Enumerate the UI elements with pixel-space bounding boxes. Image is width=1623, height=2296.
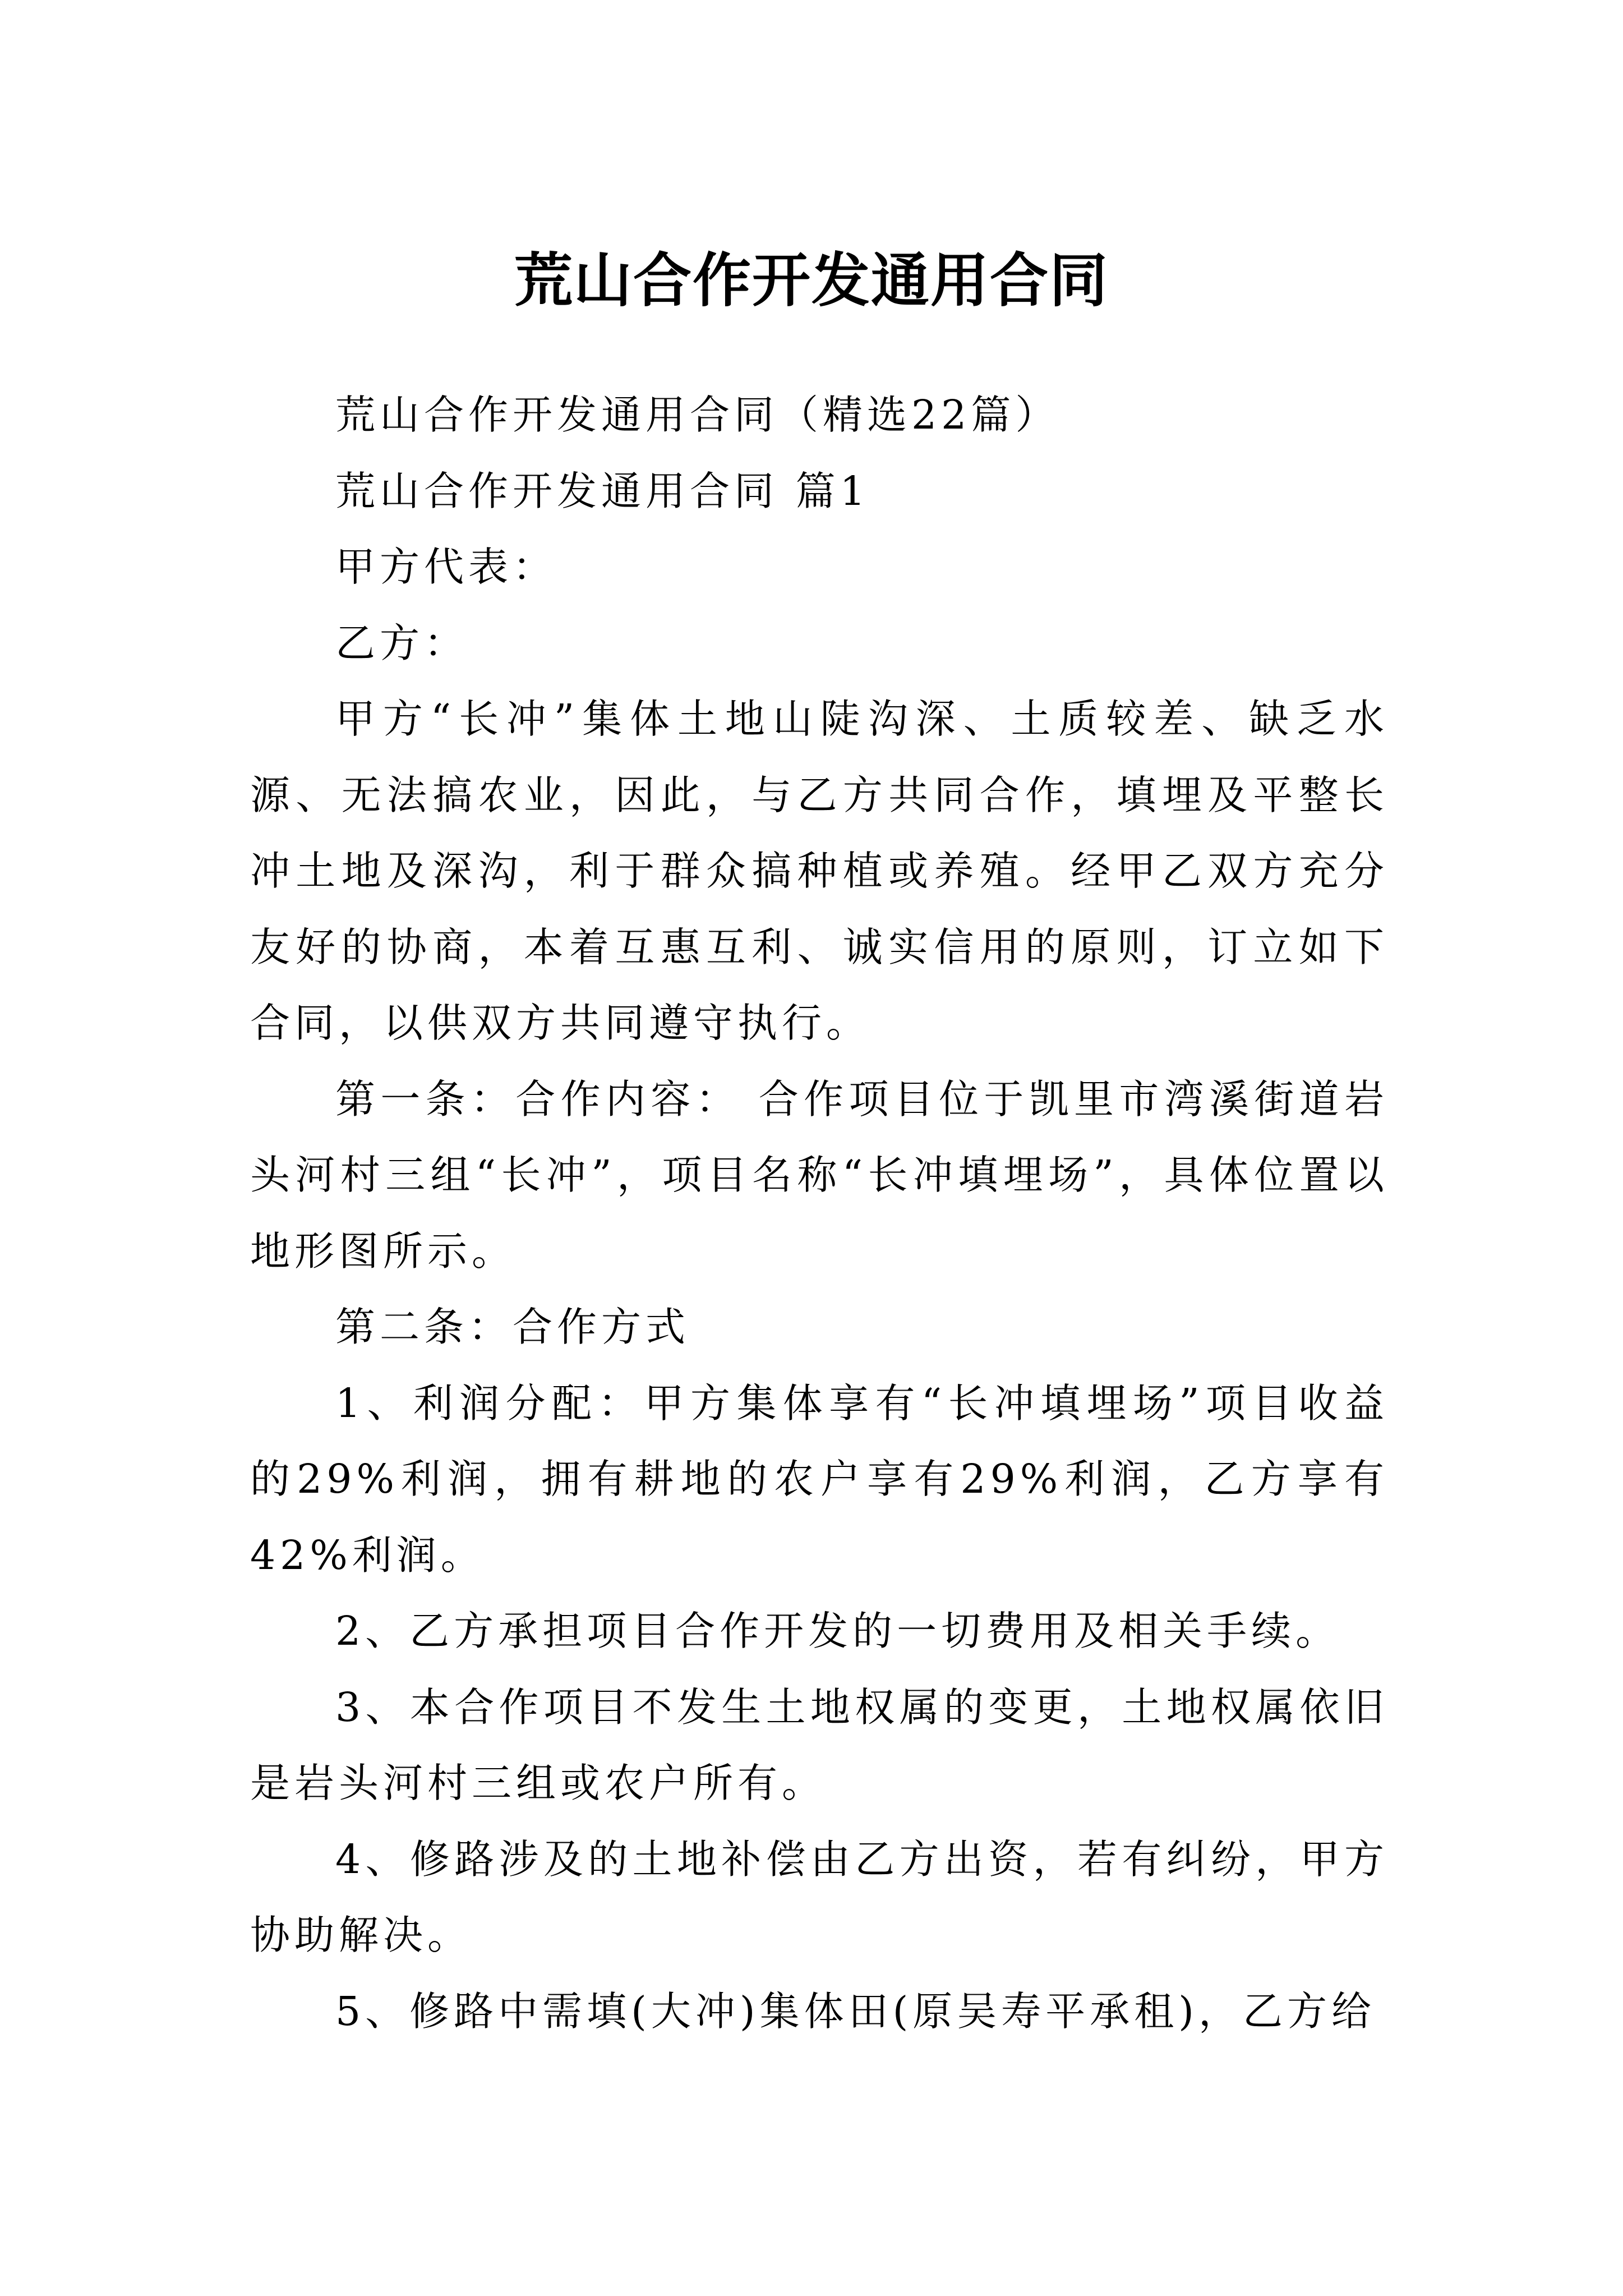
paragraph-clause-3: 3、本合作项目不发生土地权属的变更，土地权属依旧是岩头河村三组或农户所有。 (250, 1683, 1389, 1806)
paragraph-clause-1: 1、利润分配：甲方集体享有“长冲填埋场”项目收益的29%利润，拥有耕地的农户享有29%利润，乙方享有42%利润。 (250, 1379, 1389, 1579)
paragraph-clause-4: 4、修路涉及的土地补偿由乙方出资，若有纠纷，甲方协助解决。 (250, 1835, 1389, 1958)
paragraph-clause-2: 2、乙方承担项目合作开发的一切费用及相关手续。 (335, 1608, 1340, 1654)
paragraph-article-1: 第一条：合作内容： 合作项目位于凯里市湾溪街道岩头河村三组“长冲”，项目名称“长冲填埋场”，具体位置以地形图所示。 (250, 1075, 1389, 1274)
paragraph-clause-5: 5、修路中需填(大冲)集体田(原吴寿平承租)，乙方给 (335, 1987, 1376, 2035)
paragraph-party-b: 乙方： (335, 619, 469, 666)
document-body (250, 377, 1389, 2049)
paragraph-party-a: 甲方代表： (335, 544, 557, 590)
paragraph-collection-title: 荒山合作开发通用合同（精选22篇） (335, 392, 1060, 438)
document-title: 荒山合作开发通用合同 (514, 245, 1109, 315)
paragraph-section-heading: 荒山合作开发通用合同 篇1 (335, 467, 870, 514)
paragraph-article-2-heading: 第二条：合作方式 (335, 1304, 690, 1350)
paragraph-preamble: 甲方“长冲”集体土地山陡沟深、土质较差、缺乏水源、无法搞农业，因此，与乙方共同合作，填埋及平整长冲土地及深沟，利于群众搞种植或养殖。经甲乙双方充分友好的协商，本着互惠互利、诚实信用的原则，订立如下合同，以供双方共同遵守执行。 (250, 696, 1389, 1046)
